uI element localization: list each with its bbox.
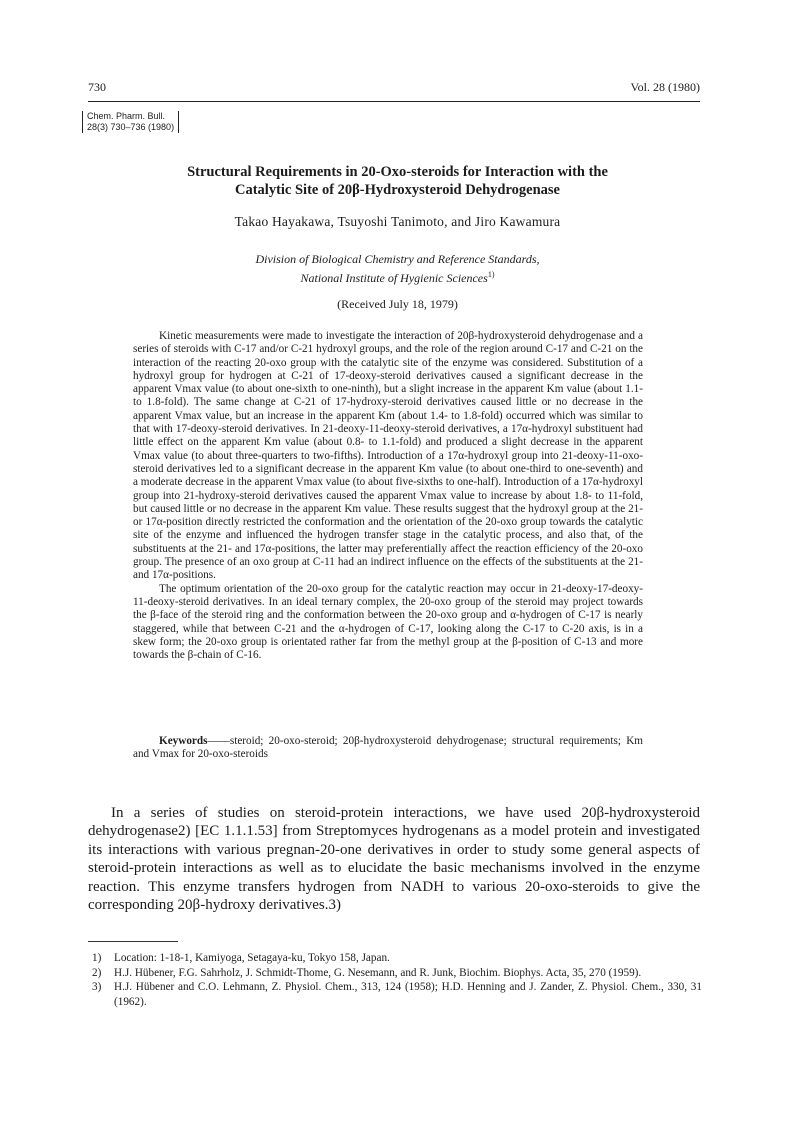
footnote-text: H.J. Hübener and C.O. Lehmann, Z. Physiol. Chem., 313, 124 (1958); H.D. Henning and J. Zander, Z. Physiol. Chem., 330, 31 (1962). bbox=[114, 981, 702, 1008]
abstract-paragraph-2: The optimum orientation of the 20-oxo group for the catalytic reaction may occur in 21-deoxy-17-deoxy-11-deoxy-steroid derivatives. In an ideal ternary complex, the 20-oxo group of the steroid may project towards the β-face of the steroid ring and the conformation between the 20-oxo group and α-hydrogen of C-17 is nearly staggered, while that between C-21 and the α-hydrogen of C-17, looking along the C-17 to C-20 axis, is in a skew form; the 20-oxo group is orientated rather far from the methyl group at the β-position of C-13 and more towards the β-chain of C-16. bbox=[133, 582, 643, 662]
footnote-rule bbox=[88, 941, 178, 942]
citation-journal: Chem. Pharm. Bull. bbox=[87, 111, 166, 121]
footnote bbox=[92, 966, 702, 981]
received-date: (Received July 18, 1979) bbox=[337, 297, 458, 311]
volume-info: Vol. 28 (1980) bbox=[630, 80, 700, 94]
footnote bbox=[92, 951, 702, 966]
journal-citation bbox=[82, 111, 179, 133]
footnote-text: H.J. Hübener, F.G. Sahrholz, J. Schmidt-Thome, G. Nesemann, and R. Junk, Biochim. Biophys. Acta, 35, 270 (1959). bbox=[114, 966, 642, 979]
footnote-number: 2) bbox=[92, 966, 102, 979]
affiliation-line-2: National Institute of Hygienic Sciences bbox=[300, 271, 488, 285]
footnote-text: Location: 1-18-1, Kamiyoga, Setagaya-ku, Tokyo 158, Japan. bbox=[114, 952, 390, 964]
author-list: Takao Hayakawa, Tsuyoshi Tanimoto, and Jiro Kawamura bbox=[234, 214, 561, 229]
footnote-number: 3) bbox=[92, 981, 102, 993]
footnotes bbox=[92, 951, 702, 1009]
affiliation-line-1: Division of Biological Chemistry and Reference Standards, bbox=[255, 252, 540, 266]
affiliation-footnote-ref: 1) bbox=[487, 270, 495, 279]
header-rule bbox=[88, 101, 700, 102]
abstract-paragraph-1: Kinetic measurements were made to investigate the interaction of 20β-hydroxysteroid dehydrogenase and a series of steroids with C-17 and/or C-21 hydroxyl groups, and the role of the region around C-17 and C-21 on the interaction of the reacting 20-oxo group with the catalytic site of the enzyme was considered. Substitution of a hydroxyl group for hydrogen at C-21 of 17-deoxy-steroid derivatives caused a significant decrease in the apparent Vmax value (to about one-sixth to one-ninth), but a slight increase in the apparent Km value (about 1.1- to 1.8-fold). The same change at C-21 of 17-hydroxy-steroid derivatives caused little or no decrease in the apparent Vmax value, but an increase in the apparent Km (about 1.4- to 1.8-fold) occurred which was similar to that with 17-deoxy-steroid derivatives. In 21-deoxy-11-deoxy-steroid derivatives, a 17α-hydroxyl substituent had little effect on the apparent Km value (about 0.8- to 1.1-fold) and produced a slight decrease in the apparent Vmax value (to about three-quarters to two-fifths). Introduction of a 17α-hydroxyl group into 21-deoxy-11-oxo-steroid derivatives led to a significant decrease in the apparent Km value (to about one-third to one-seventh) and a moderate decrease in the apparent Vmax value (to about five-sixths to one-half). Introduction of a 17α-hydroxyl group into 21-hydroxy-steroid derivatives caused the apparent Vmax value to increase by about 1.8- to 11-fold, but caused little or no decrease in the apparent Km value. These results suggest that the hydroxyl group at the 21- or 17α-position directly restricted the conformation and the orientation of the 20-oxo group towards the catalytic site of the enzyme and influenced the hydrogen transfer stage in the catalytic process, and also that, of the substituents at the 21- and 17α-positions, the latter may preferentially affect the reaction efficiency of the 20-oxo group. The presence of an oxo group at C-11 had an indirect influence on the effects of the substituents at the 21- and 17α-positions. bbox=[133, 330, 643, 582]
title-line-1: Structural Requirements in 20-Oxo-steroids for Interaction with the bbox=[187, 164, 608, 180]
title-line-2: Catalytic Site of 20β-Hydroxysteroid Dehydrogenase bbox=[234, 182, 560, 198]
citation-ref: 28(3) 730–736 (1980) bbox=[87, 122, 175, 132]
keywords-label: Keywords bbox=[159, 735, 208, 747]
body-text bbox=[88, 804, 700, 914]
footnote-number: 1) bbox=[92, 952, 102, 964]
page-number: 730 bbox=[88, 80, 106, 94]
keywords-text: ——steroid; 20-oxo-steroid; 20β-hydroxysteroid dehydrogenase; structural requirements; Km and Vmax for 20-oxo-steroids bbox=[133, 735, 643, 761]
footnote bbox=[92, 980, 702, 1009]
keywords bbox=[133, 735, 643, 762]
running-header bbox=[88, 80, 700, 95]
intro-paragraph: In a series of studies on steroid-protein interactions, we have used 20β-hydroxysteroid dehydrogenase2) [EC 1.1.1.53] from Streptomyces hydrogenans as a model protein and investigated its interactions with various pregnan-20-one derivatives in order to study some general aspects of steroid-protein interactions as well as to elucidate the basic mechanisms involved in the enzyme reaction. This enzyme transfers hydrogen from NADH to various 20-oxo-steroids to give the corresponding 20β-hydroxy derivatives.3) bbox=[88, 805, 700, 914]
article-title bbox=[120, 163, 675, 199]
abstract bbox=[133, 330, 643, 662]
affiliation bbox=[120, 252, 675, 286]
